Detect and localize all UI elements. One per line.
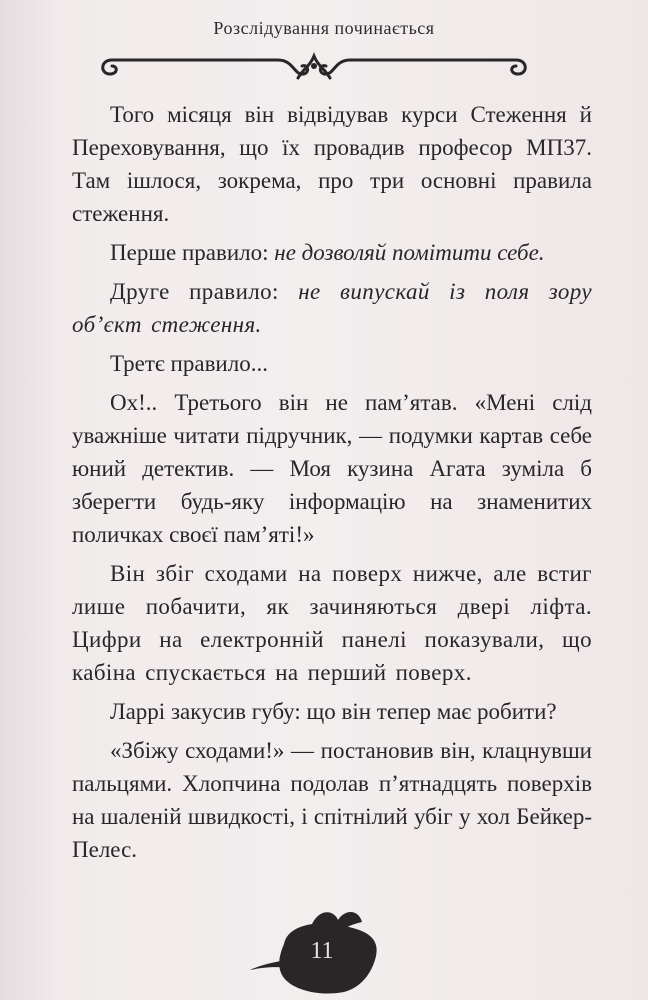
paragraph-rule-3: Третє правило... [110,351,268,376]
paragraph-rule-2 [72,275,592,341]
paragraph-5: Ох!.. Третього він не пам’ятав. «Мені слід уважніше читати підручник, — подумки картав себе юний детектив. — Моя кузина Агата зуміла б зберегти будь-яку інформацію на знаменитих поличках своєї пам’яті!» [72,390,592,547]
page-number: 11 [310,938,334,964]
rule-1-text: не дозволяй помітити себе. [274,240,545,265]
paragraph-rule-1 [72,236,592,269]
paragraph-6: Він збіг сходами на поверх нижче, але встиг лише побачити, як зачиняються двері ліфта. Цифри на електронній панелі показували, що кабіна спускається на перший поверх. [72,561,592,685]
ornament-divider-icon [98,44,530,84]
rule-2-lead: Друге правило: [110,279,299,304]
rule-2-text: не випускай із поля зору об’єкт стеження. [72,279,592,337]
page-header [0,18,648,39]
paragraph-8: «Збіжу сходами!» — постановив він, клацнувши пальцями. Хлопчина подолав п’ятнадцять поверхів на шаленій швидкості, і спітнілий убіг у хол Бейкер-Пелес. [72,738,592,862]
rule-1-lead: Перше правило: [110,240,275,265]
body-text [72,98,592,872]
running-title: Розслідування починається [213,18,435,38]
paragraph-1: Того місяця він відвідував курси Стеження й Переховування, що їх провадив професор МП37. Там ішлося, зокрема, про три основні правила стеження. [72,102,592,226]
paragraph-7: Ларрі закусив губу: що він тепер має робити? [110,699,557,724]
page-footer [248,904,418,1000]
